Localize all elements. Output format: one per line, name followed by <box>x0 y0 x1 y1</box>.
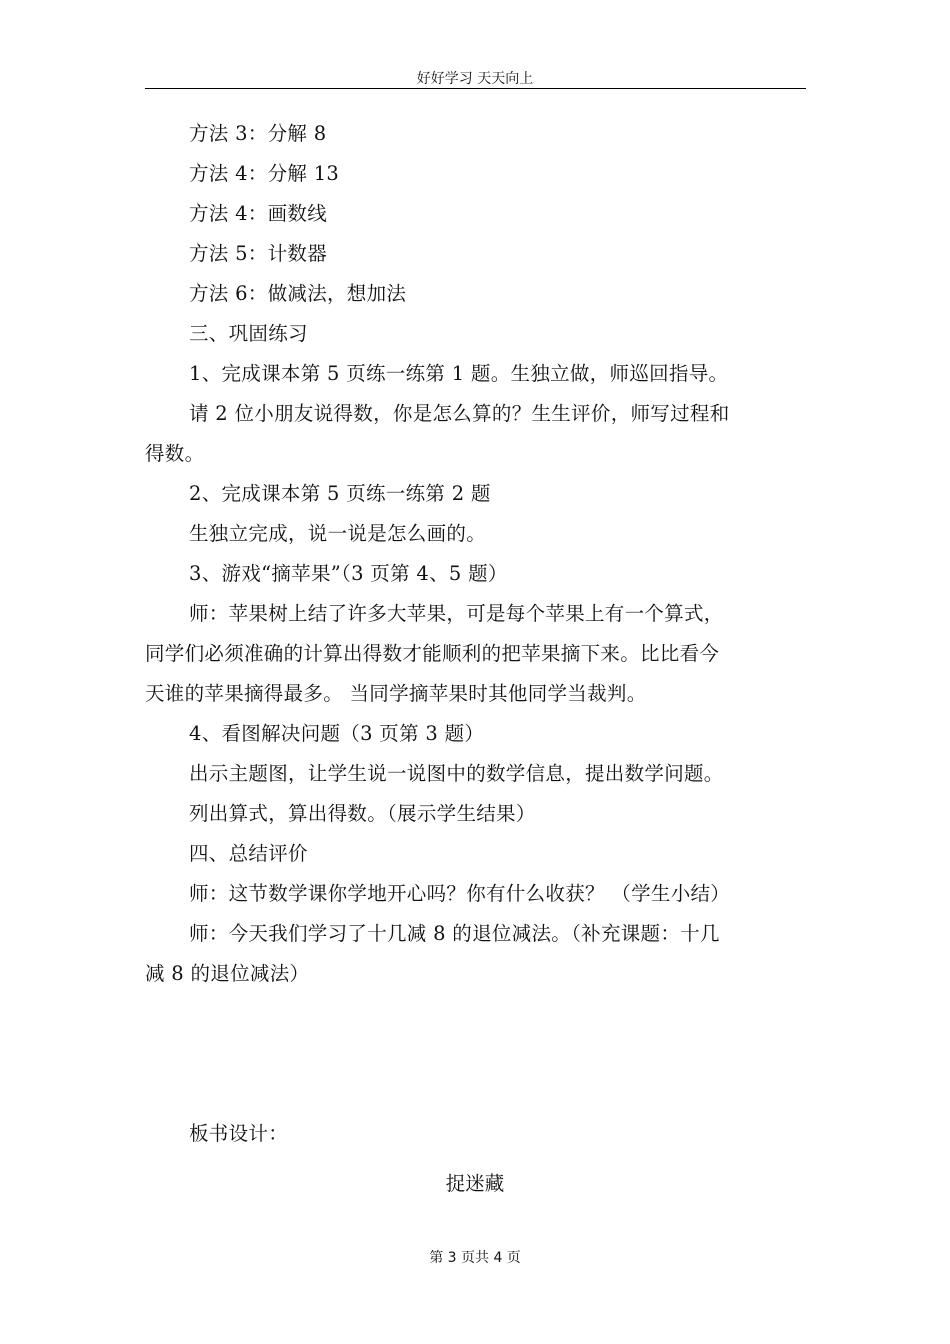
text-line: 师：苹果树上结了许多大苹果，可是每个苹果上有一个算式， <box>189 602 724 625</box>
text-line: 生独立完成，说一说是怎么画的。 <box>189 522 487 545</box>
text-line: 出示主题图，让学生说一说图中的数学信息，提出数学问题。 <box>189 762 724 785</box>
text-line: 1、完成课本第 5 页练一练第 1 题。生独立做，师巡回指导。 <box>189 362 729 385</box>
page-footer: 第 3 页共 4 页 <box>429 1250 521 1266</box>
section-heading: 四、总结评价 <box>189 842 308 865</box>
text-line: 天谁的苹果摘得最多。 当同学摘苹果时其他同学当裁判。 <box>145 682 647 705</box>
text-line: 方法 4：画数线 <box>189 202 328 225</box>
text-line: 4、看图解决问题（3 页第 3 题） <box>189 722 485 745</box>
section-heading: 三、巩固练习 <box>189 322 308 345</box>
text-line: 方法 4：分解 13 <box>189 162 340 185</box>
text-line: 方法 5：计数器 <box>189 242 328 265</box>
board-design-label: 板书设计： <box>189 1122 289 1145</box>
text-line: 请 2 位小朋友说得数，你是怎么算的？生生评价，师写过程和 <box>189 402 730 425</box>
text-line: 方法 3：分解 8 <box>189 122 327 145</box>
text-line: 得数。 <box>145 442 205 465</box>
text-line: 同学们必须准确的计算出得数才能顺利的把苹果摘下来。比比看今 <box>145 642 720 665</box>
header-rule <box>145 88 806 89</box>
text-line: 2、完成课本第 5 页练一练第 2 题 <box>189 482 491 505</box>
text-line: 方法 6：做减法，想加法 <box>189 282 407 305</box>
text-line: 减 8 的退位减法） <box>145 962 310 985</box>
board-title: 捉迷藏 <box>445 1172 505 1195</box>
text-line: 师：今天我们学习了十几减 8 的退位减法。（补充课题：十几 <box>189 922 720 945</box>
text-line: 师：这节数学课你学地开心吗？你有什么收获？ （学生小结） <box>189 882 731 905</box>
text-line: 3、游戏“摘苹果”（3 页第 4、5 题） <box>189 562 508 585</box>
text-line: 列出算式，算出得数。（展示学生结果） <box>189 802 536 825</box>
page-header: 好好学习 天天向上 <box>416 71 534 87</box>
